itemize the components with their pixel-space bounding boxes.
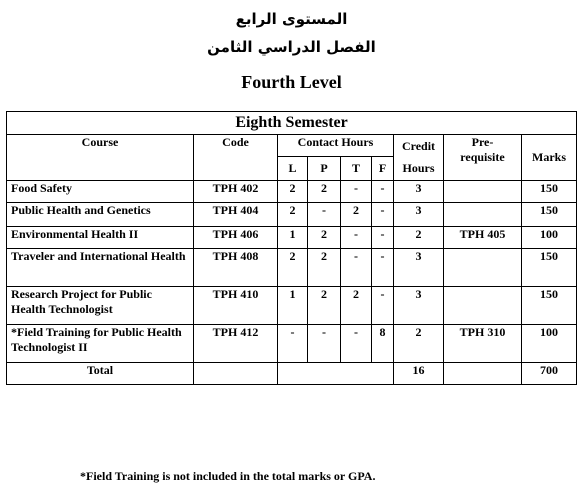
marks: 150: [522, 203, 577, 227]
header-requisite: requisite: [460, 150, 505, 164]
lecture-hours: 2: [278, 249, 308, 287]
tutorial-hours: -: [341, 325, 372, 363]
field-hours: -: [372, 181, 394, 203]
tutorial-hours: -: [341, 249, 372, 287]
practical-hours: 2: [308, 181, 341, 203]
header-hours: Hours: [402, 161, 435, 175]
course-table: [6, 111, 577, 385]
lecture-hours: -: [278, 325, 308, 363]
table-row: [7, 227, 577, 249]
credit-hours: 3: [394, 181, 444, 203]
arabic-level-title: المستوى الرابع: [235, 10, 348, 28]
header-course: Course: [7, 135, 194, 181]
practical-hours: 2: [308, 227, 341, 249]
credit-hours: 3: [394, 249, 444, 287]
header-prerequisite: [444, 135, 522, 181]
table-row: [7, 287, 577, 325]
total-credit: 16: [394, 363, 444, 385]
field-hours: -: [372, 227, 394, 249]
prerequisite: [444, 249, 522, 287]
course-code: TPH 404: [194, 203, 278, 227]
course-code: TPH 410: [194, 287, 278, 325]
marks: 100: [522, 325, 577, 363]
header-credit-hours: [394, 135, 444, 181]
course-code: TPH 408: [194, 249, 278, 287]
lecture-hours: 1: [278, 227, 308, 249]
total-row: [7, 363, 577, 385]
marks: 150: [522, 287, 577, 325]
header-contact-hours: Contact Hours: [278, 135, 394, 157]
total-marks: 700: [522, 363, 577, 385]
table-row: [7, 325, 577, 363]
credit-hours: 2: [394, 325, 444, 363]
prerequisite: [444, 181, 522, 203]
table-row: [7, 181, 577, 203]
lecture-hours: 2: [278, 181, 308, 203]
tutorial-hours: 2: [341, 287, 372, 325]
lecture-hours: 1: [278, 287, 308, 325]
credit-hours: 3: [394, 287, 444, 325]
course-code: TPH 412: [194, 325, 278, 363]
arabic-semester-title: الفصل الدراسي الثامن: [207, 38, 376, 56]
course-name: Food Safety: [7, 181, 194, 203]
field-hours: -: [372, 203, 394, 227]
credit-hours: 2: [394, 227, 444, 249]
course-name: Research Project for Public Health Technologist: [7, 287, 194, 325]
practical-hours: -: [308, 203, 341, 227]
footnote: *Field Training is not included in the total marks or GPA.: [80, 469, 376, 483]
tutorial-hours: -: [341, 181, 372, 203]
header-pre: Pre-: [471, 135, 494, 149]
level-title: Fourth Level: [241, 72, 342, 92]
course-name: Public Health and Genetics: [7, 203, 194, 227]
field-hours: 8: [372, 325, 394, 363]
header-p: P: [308, 157, 341, 181]
practical-hours: 2: [308, 287, 341, 325]
header-t: T: [341, 157, 372, 181]
table-row: [7, 249, 577, 287]
course-name: *Field Training for Public Health Technologist II: [7, 325, 194, 363]
marks: 150: [522, 249, 577, 287]
prerequisite: [444, 203, 522, 227]
course-code: TPH 406: [194, 227, 278, 249]
practical-hours: 2: [308, 249, 341, 287]
field-hours: -: [372, 287, 394, 325]
credit-hours: 3: [394, 203, 444, 227]
course-code: TPH 402: [194, 181, 278, 203]
course-name: Environmental Health II: [7, 227, 194, 249]
marks: 150: [522, 181, 577, 203]
course-name: Traveler and International Health: [7, 249, 194, 287]
total-label: Total: [7, 363, 194, 385]
lecture-hours: 2: [278, 203, 308, 227]
marks: 100: [522, 227, 577, 249]
header-marks: Marks: [522, 135, 577, 181]
prerequisite: [444, 287, 522, 325]
header-f: F: [372, 157, 394, 181]
header-code: Code: [194, 135, 278, 181]
prerequisite: TPH 405: [444, 227, 522, 249]
header-l: L: [278, 157, 308, 181]
practical-hours: -: [308, 325, 341, 363]
field-hours: -: [372, 249, 394, 287]
header-credit: Credit: [401, 139, 436, 153]
table-row: [7, 203, 577, 227]
semester-title: Eighth Semester: [7, 112, 577, 135]
prerequisite: TPH 310: [444, 325, 522, 363]
tutorial-hours: -: [341, 227, 372, 249]
tutorial-hours: 2: [341, 203, 372, 227]
